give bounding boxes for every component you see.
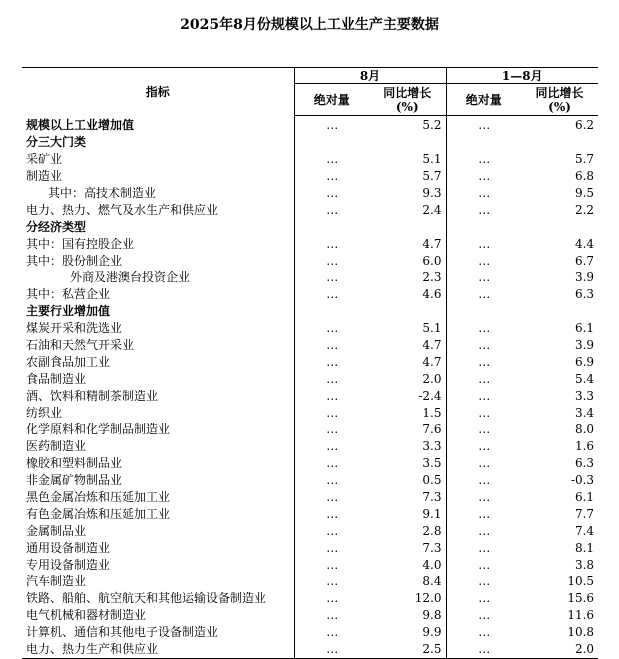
abs-aug-cell: … — [294, 185, 369, 202]
yoy-ytd-cell: 10.8 — [567, 625, 595, 640]
row-name: 其中：高技术制造业 — [48, 186, 157, 200]
table-row — [22, 168, 598, 185]
table-row — [22, 370, 598, 387]
row-name: 橡胶和塑料制品业 — [26, 456, 123, 471]
row-name: 采矿业 — [26, 152, 63, 167]
abs-ytd-cell: … — [446, 624, 521, 641]
table-row — [22, 387, 598, 404]
yoy-ytd-cell: 3.4 — [574, 405, 595, 420]
abs-ytd-cell: … — [446, 286, 521, 303]
row-name: 主要行业增加值 — [26, 304, 111, 319]
yoy-aug-cell: 4.7 — [422, 236, 442, 251]
abs-aug-cell: … — [294, 455, 369, 472]
abs-ytd-cell: … — [446, 505, 521, 522]
yoy-aug-cell: 7.6 — [422, 422, 442, 437]
table-row — [22, 641, 598, 658]
yoy-aug-cell: 5.1 — [422, 152, 442, 167]
abs-ytd-cell: … — [446, 151, 521, 168]
row-name: 通用设备制造业 — [26, 540, 111, 555]
yoy-aug-cell: 2.8 — [422, 523, 442, 538]
yoy-ytd-cell — [521, 134, 598, 151]
yoy-ytd-cell: 2.2 — [574, 202, 595, 217]
row-name: 制造业 — [26, 169, 63, 184]
abs-aug-cell: … — [294, 269, 369, 286]
table-row — [22, 151, 598, 168]
abs-aug-cell: … — [294, 590, 369, 607]
yoy-ytd-cell: 6.2 — [574, 118, 595, 133]
yoy-aug-cell: 4.6 — [422, 287, 442, 302]
yoy-aug-cell: 4.7 — [422, 338, 442, 353]
yoy-aug-cell: 2.0 — [422, 371, 442, 386]
abs-ytd-cell: … — [446, 252, 521, 269]
yoy-aug-cell: 4.7 — [422, 354, 442, 369]
abs-ytd-cell: … — [446, 387, 521, 404]
row-name: 电力、热力、燃气及水生产和供应业 — [26, 202, 219, 217]
yoy-ytd-cell: 3.9 — [574, 270, 595, 285]
yoy-ytd-cell: 5.7 — [574, 152, 595, 167]
abs-aug-cell: … — [294, 438, 369, 455]
table-row — [22, 522, 598, 539]
row-name: 专用设备制造业 — [26, 557, 111, 572]
row-name: 农副食品加工业 — [26, 354, 111, 369]
yoy-ytd-cell — [521, 303, 598, 320]
abs-ytd-cell: … — [446, 489, 521, 506]
abs-aug-cell: … — [294, 116, 369, 134]
table-row — [22, 421, 598, 438]
yoy-ytd-cell: 1.6 — [574, 439, 595, 454]
yoy-aug-cell — [369, 134, 446, 151]
row-name: 规模以上工业增加值 — [26, 118, 135, 133]
table-header — [22, 68, 598, 116]
yoy-ytd-cell: 7.4 — [574, 523, 595, 538]
abs-aug-cell: … — [294, 320, 369, 337]
abs-ytd-cell — [446, 134, 521, 151]
abs-aug-cell: … — [294, 235, 369, 252]
indicator-header: 指标 — [22, 68, 294, 116]
abs-ytd-cell: … — [446, 438, 521, 455]
abs-aug-cell: … — [294, 404, 369, 421]
yoy-aug-cell: 7.3 — [422, 490, 442, 505]
row-name: 金属制品业 — [26, 523, 87, 538]
yoy-ytd-cell: 15.6 — [567, 591, 595, 606]
abs-aug-cell: … — [294, 556, 369, 573]
row-name: 电力、热力生产和供应业 — [22, 641, 294, 658]
abs-ytd-cell: … — [446, 353, 521, 370]
row-name: 医药制造业 — [26, 439, 87, 454]
yoy-ytd-cell: 10.5 — [567, 574, 595, 589]
row-name: 纺织业 — [26, 405, 63, 420]
abs-aug-cell: … — [294, 370, 369, 387]
yoy-aug-cell: 12.0 — [414, 591, 442, 606]
abs-aug-cell: … — [294, 641, 369, 658]
abs-aug-cell: … — [294, 252, 369, 269]
table-row — [22, 539, 598, 556]
abs-aug-cell: … — [294, 168, 369, 185]
abs-ytd-cell: … — [446, 235, 521, 252]
table-row — [22, 556, 598, 573]
row-name: 酒、饮料和精制茶制造业 — [26, 388, 159, 403]
yoy-aug-cell: 9.9 — [422, 625, 442, 640]
table-row — [22, 489, 598, 506]
yoy-aug-cell: 6.0 — [422, 253, 442, 268]
yoy-ytd-cell: 6.3 — [574, 287, 595, 302]
yoy-aug-cell: 9.8 — [422, 608, 442, 623]
abs-ytd-cell: … — [446, 269, 521, 286]
yoy-ytd-cell: 3.8 — [574, 557, 595, 572]
page-title: 2025年8月份规模以上工业生产主要数据 — [180, 17, 439, 33]
yoy-ytd-cell: 3.3 — [574, 388, 595, 403]
table-row — [22, 607, 598, 624]
row-name: 黑色金属冶炼和压延加工业 — [26, 490, 171, 505]
row-name: 煤炭开采和洗选业 — [26, 321, 123, 336]
table-row — [22, 472, 598, 489]
abs-aug-cell: … — [294, 607, 369, 624]
abs-ytd-cell: … — [446, 337, 521, 354]
yoy-aug-cell: 3.3 — [422, 439, 442, 454]
abs-aug-cell: … — [294, 472, 369, 489]
yoy-aug-cell: 2.3 — [422, 270, 442, 285]
yoy-ytd-cell: 4.4 — [574, 236, 595, 251]
yoy-aug-cell: 1.5 — [422, 405, 442, 420]
abs-ytd-cell: … — [446, 370, 521, 387]
abs-ytd-cell: … — [446, 320, 521, 337]
yoy-ytd-cell: 9.5 — [574, 186, 595, 200]
yoy-ytd-cell: 6.1 — [574, 490, 595, 505]
yoy-aug-cell: 0.5 — [422, 473, 442, 488]
yoy-aug-cell: 3.5 — [422, 456, 442, 471]
yoy-ytd-cell: 5.4 — [574, 371, 595, 386]
data-table — [22, 67, 598, 659]
abs-aug-cell: … — [294, 353, 369, 370]
yoy-ytd-cell: 6.7 — [574, 253, 595, 268]
abs-ytd-cell: … — [446, 522, 521, 539]
abs-ytd-cell: … — [446, 455, 521, 472]
yoy-aug-cell — [369, 303, 446, 320]
row-name: 电气机械和器材制造业 — [26, 608, 147, 623]
yoy-aug-cell: 9.1 — [422, 506, 442, 521]
abs-ytd-cell — [446, 303, 521, 320]
table-row — [22, 320, 598, 337]
abs-ytd-cell: … — [446, 590, 521, 607]
period-aug-header: 8月 — [294, 68, 446, 84]
table-row — [22, 269, 598, 286]
abs-ytd-cell: … — [446, 116, 521, 134]
abs-aug-cell: … — [294, 522, 369, 539]
row-name: 汽车制造业 — [26, 574, 87, 589]
yoy-ytd-cell: 6.9 — [574, 354, 595, 369]
yoy-ytd-cell: -0.3 — [570, 473, 595, 488]
row-name: 外商及港澳台投资企业 — [70, 270, 191, 285]
yoy-ytd-cell: 3.9 — [574, 338, 595, 353]
table-row — [22, 573, 598, 590]
table-row — [22, 353, 598, 370]
row-name: 其中：国有控股企业 — [26, 236, 135, 251]
yoy-aug-cell: 7.3 — [422, 540, 442, 555]
yoy-ytd-cell: 8.0 — [574, 422, 595, 437]
yoy-ytd-cell: 6.1 — [574, 321, 595, 336]
abs-aug-cell: … — [294, 539, 369, 556]
abs-aug-cell: … — [294, 286, 369, 303]
yoy-aug-cell: 4.0 — [422, 557, 442, 572]
yoy-aug-cell: 8.4 — [422, 574, 442, 589]
row-name: 食品制造业 — [26, 371, 87, 386]
yoy-aug-header: 同比增长 (%) — [369, 84, 446, 116]
table-row — [22, 201, 598, 218]
yoy-aug-cell — [369, 218, 446, 235]
abs-aug-cell: … — [294, 201, 369, 218]
abs-aug-cell: … — [294, 387, 369, 404]
table-row — [22, 303, 598, 320]
table-row — [22, 337, 598, 354]
abs-ytd-cell: … — [446, 607, 521, 624]
row-name: 分经济类型 — [26, 219, 87, 234]
abs-aug-cell: … — [294, 505, 369, 522]
abs-ytd-header: 绝对量 — [446, 84, 521, 116]
abs-aug-cell: … — [294, 489, 369, 506]
yoy-aug-cell: -2.4 — [418, 388, 442, 403]
abs-aug-cell: … — [294, 151, 369, 168]
abs-ytd-cell: … — [446, 573, 521, 590]
row-name: 石油和天然气开采业 — [26, 338, 135, 353]
table-row — [22, 505, 598, 522]
abs-aug-header: 绝对量 — [294, 84, 369, 116]
row-name: 化学原料和化学制品制造业 — [26, 422, 171, 437]
abs-ytd-cell: … — [446, 201, 521, 218]
row-name: 有色金属冶炼和压延加工业 — [26, 506, 171, 521]
yoy-ytd-cell: 2.0 — [521, 641, 598, 658]
abs-aug-cell: … — [294, 337, 369, 354]
abs-ytd-cell: … — [446, 472, 521, 489]
yoy-aug-cell: 9.3 — [422, 186, 442, 200]
row-name: 非金属矿物制品业 — [26, 473, 123, 488]
yoy-aug-cell: 5.7 — [422, 169, 442, 184]
abs-ytd-cell: … — [446, 404, 521, 421]
table-row — [22, 185, 598, 202]
abs-ytd-cell — [446, 218, 521, 235]
yoy-ytd-cell: 11.6 — [567, 608, 595, 623]
abs-ytd-cell: … — [446, 641, 521, 658]
table-row — [22, 404, 598, 421]
abs-ytd-cell: … — [446, 421, 521, 438]
table-row — [22, 624, 598, 641]
row-name: 其中：股份制企业 — [26, 253, 123, 268]
yoy-aug-cell: 2.4 — [422, 202, 442, 217]
table-row — [22, 438, 598, 455]
abs-aug-cell — [294, 134, 369, 151]
yoy-aug-cell: 5.2 — [422, 118, 442, 133]
table-row — [22, 218, 598, 235]
abs-ytd-cell: … — [446, 185, 521, 202]
abs-ytd-cell: … — [446, 556, 521, 573]
abs-ytd-cell: … — [446, 539, 521, 556]
table-body — [22, 116, 598, 659]
yoy-ytd-cell: 8.1 — [574, 540, 595, 555]
row-name: 其中：私营企业 — [26, 287, 111, 302]
abs-aug-cell: … — [294, 573, 369, 590]
table-row — [22, 590, 598, 607]
abs-aug-cell — [294, 303, 369, 320]
row-name: 分三大门类 — [26, 135, 87, 150]
yoy-ytd-cell: 6.8 — [574, 169, 595, 184]
table-row — [22, 116, 598, 134]
table-row — [22, 134, 598, 151]
abs-aug-cell: … — [294, 624, 369, 641]
yoy-aug-cell: 2.5 — [369, 641, 446, 658]
abs-aug-cell: … — [294, 421, 369, 438]
row-name: 计算机、通信和其他电子设备制造业 — [26, 625, 219, 640]
yoy-ytd-cell: 6.3 — [574, 456, 595, 471]
abs-aug-cell — [294, 218, 369, 235]
period-ytd-header: 1—8月 — [446, 68, 598, 84]
table-row — [22, 455, 598, 472]
yoy-ytd-cell — [521, 218, 598, 235]
yoy-ytd-header: 同比增长 (%) — [521, 84, 598, 116]
table-row — [22, 286, 598, 303]
yoy-aug-cell: 5.1 — [422, 321, 442, 336]
yoy-ytd-cell: 7.7 — [574, 506, 595, 521]
abs-ytd-cell: … — [446, 168, 521, 185]
row-name: 铁路、船舶、航空航天和其他运输设备制造业 — [26, 591, 267, 606]
table-row — [22, 235, 598, 252]
table-row — [22, 252, 598, 269]
